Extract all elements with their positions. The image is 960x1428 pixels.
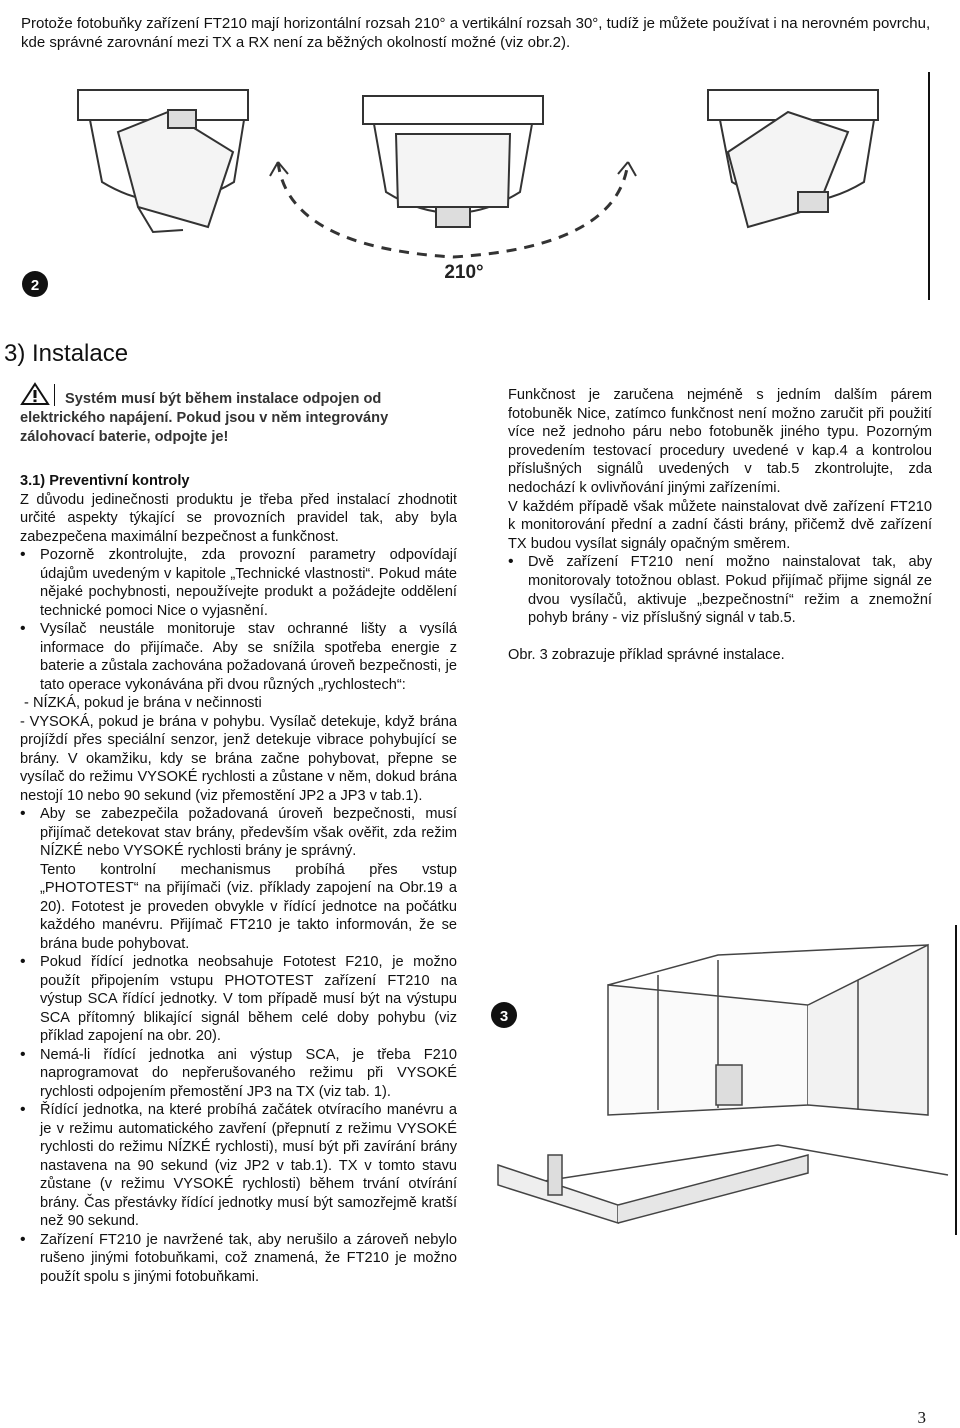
figure-2-angle-label: 210° — [444, 262, 484, 283]
bullet3-continuation: Tento kontrolní mechanismus probíhá přes vstup „PHOTOTEST“ na přijímači (viz. příklady zapojení na Obr.19 a 20). Fototest je proveden obvykle v řídící jednotce na počátku každého manévru. Přijímač FT210 je takto informován, že se brána bude pohybovat. — [40, 861, 457, 952]
warning-divider — [54, 384, 55, 406]
speed-low: - NÍZKÁ, pokud je brána v nečinnosti — [20, 695, 262, 711]
warning-text: Systém musí být během instalace odpojen od elektrického napájení. Pokud jsou v něm integrovány zálohovací baterie, odpojte je! — [20, 391, 389, 445]
right-paragraph-1: Funkčnost je zaručena nejméně s jedním dalším párem fotobuněk Nice, zatímco funkčnost není možno zaručit při použití více než jednoho páru nebo fotobuněk jiného typu. Pozorným provedením testovací procedury uvedené v kap.4 a kontrolou příslušných signálů uvedených v tab.5 zkontrolujte, zda nedochází k ovlivňování jinými zařízeními. — [508, 387, 932, 496]
right-paragraph-3: Obr. 3 zobrazuje příklad správné instalace. — [508, 646, 785, 663]
right-bullet-list — [508, 553, 932, 627]
bullet-list-2 — [20, 805, 457, 861]
bullet-list-1 — [20, 546, 457, 694]
bullet-list-3 — [20, 953, 457, 1286]
figure-3-badge: 3 — [499, 1008, 509, 1025]
page-number: 3 — [917, 1408, 926, 1427]
list-item: • Aby se zabezpečila požadovaná úroveň bezpečnosti, musí přijímač detekovat stav brány, především však ověřit, zda režim NÍZKÉ nebo VYSOKÉ rychlosti brány je správný. — [20, 805, 457, 861]
figure-3 — [478, 905, 960, 1255]
right-paragraph-2: V každém případě však můžete nainstalovat dvě zařízení FT210 k monitorování přední a zadní části brány, přičemž dvě zařízení TX budou vysílat signály opačným směrem. — [508, 498, 932, 552]
warning-block — [20, 382, 457, 447]
subsection-title: 3.1) Preventivní kontroly — [20, 473, 190, 489]
section-title: 3) Instalace — [4, 340, 129, 367]
right-column — [508, 386, 932, 664]
list-item: • Pozorně zkontrolujte, zda provozní parametry odpovídají údajům uvedeným v kapitole „Technické vlastnosti“. Pokud máte nějaké pochybnosti, nepoužívejte produkt a požádejte oddělení technické pomoci Nice o vyjasnění. — [20, 546, 457, 620]
warning-triangle-icon — [20, 382, 50, 406]
list-item: • Dvě zařízení FT210 není možno nainstalovat tak, aby monitorovaly totožnou oblast. Pokud přijímač přijme signál ze dvou vysílačů, aktivuje „bezpečnostní“ režim a znemožní pohyb brány - viz příslušný signál v tab.5. — [508, 553, 932, 627]
list-item: • Zařízení FT210 je navržené tak, aby nerušilo a zároveň nebylo rušeno jinými fotobuňkami, což znamená, že FT210 je možno použít spolu s jinými fotobuňkami. — [20, 1231, 457, 1287]
figure-2 — [18, 72, 938, 312]
intro-paragraph: Protože fotobuňky zařízení FT210 mají horizontální rozsah 210° a vertikální rozsah 30°, tudíž je můžete používat i na nerovném povrchu, kde správné zarovnání mezi TX a RX není za běžných okolností možné (viz obr.2). — [21, 15, 931, 51]
figure-2-badge: 2 — [30, 277, 40, 294]
list-item: • Vysílač neustále monitoruje stav ochranné lišty a vysílá informace do přijímače. Aby se snížila spotřeba energie z baterie a zůstala zachována požadovaná úroveň bezpečnosti, je tato operace vykonávána při dvou různých „rychlostech“: — [20, 620, 457, 694]
list-item: • Řídící jednotka, na které probíhá začátek otvíracího manévru a je v režimu automatického zavření (přepnutí z režimu VYSOKÉ rychlosti do režimu NÍZKÉ rychlosti), musí být při zavírání brány nastavena na 90 sekund (viz JP2 v tab.1). TX v tomto stavu zůstane (v režimu VYSOKÉ rychlosti) během trvání otvírání brány. Čas přestávky řídící jednotky musí být samozřejmě kratší než 90 sekund. — [20, 1101, 457, 1231]
list-item: • Nemá-li řídící jednotka ani výstup SCA, je třeba F210 naprogramovat do nepřerušovaného režimu při VYSOKÉ rychlosti odpojením přemostění JP3 na TX (viz tab. 1). — [20, 1046, 457, 1102]
list-item: • Pokud řídící jednotka neobsahuje Fototest F210, je možno použít připojením vstupu PHOTOTEST zařízení FT210 na výstup SCA řídící jednotky. V tom případě musí být na výstupu SCA přítomný blikající signál během celé doby pohybu (viz příklad zapojení na obr. 20). — [20, 953, 457, 1046]
left-column — [20, 472, 457, 1286]
subsection-intro: Z důvodu jedinečnosti produktu je třeba před instalací zhodnotit určité aspekty týkající se provozních pravidel tak, aby byla zabezpečena maximální bezpečnost a funkčnost. — [20, 491, 457, 545]
speed-high: - VYSOKÁ, pokud je brána v pohybu. Vysílač detekuje, když brána projíždí přes speciální senzor, jenž detekuje vibrace pohybující se brány. V okamžiku, kdy se brána začne pohybovat, přepne se vysílač do režimu VYSOKÉ rychlosti a zůstane v něm, dokud brána nestojí 10 nebo 90 sekund (viz přemostění JP2 a JP3 v tab.1). — [20, 713, 457, 804]
